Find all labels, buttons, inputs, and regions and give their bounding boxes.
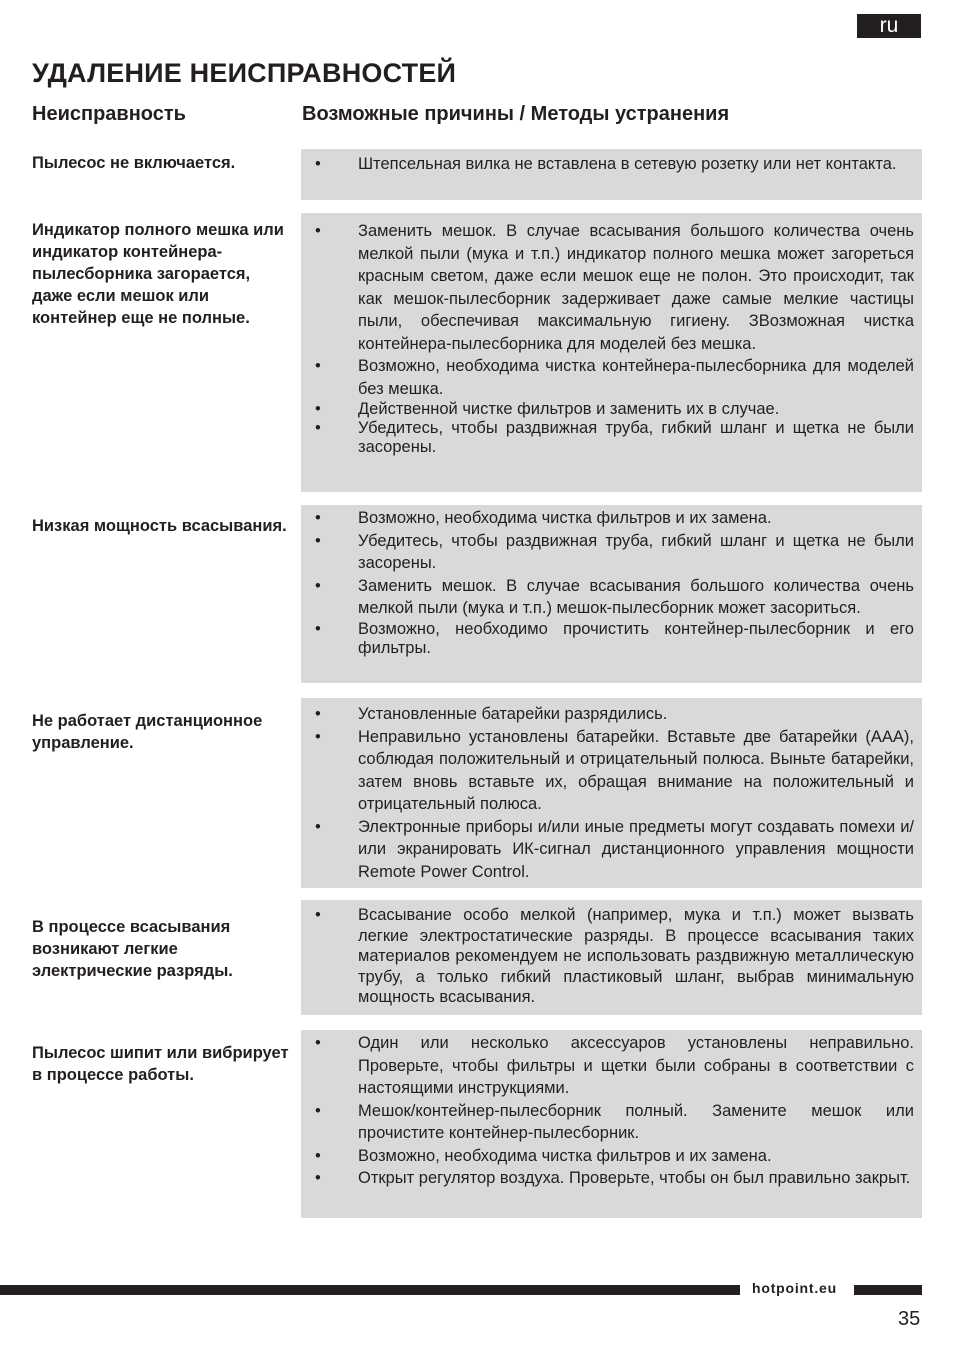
remedy-text: Заменить мешок. В случае всасывания большого количества очень мелкой пыли (мука и т.п.) индикатор полного мешка может загореться красным светом, даже если мешок еще не полон. Это происходит, так как мешок-пылесборник задерживает даже самые мелкие частицы пыли, обеспечивая максимальную гигиену. ЗВозможная чистка контейнера-пылесборника для моделей без мешка. bbox=[358, 222, 914, 353]
bullet-icon: • bbox=[315, 619, 321, 638]
fault-column-header: Неисправность bbox=[32, 103, 186, 125]
remedy-text: Возможно, необходима чистка фильтров и их замена. bbox=[358, 509, 772, 527]
fault-description: Пылесос шипит или вибрирует в процессе работы. bbox=[32, 1044, 289, 1084]
language-badge: ru bbox=[857, 14, 921, 38]
bullet-icon: • bbox=[315, 531, 321, 550]
remedy-box bbox=[301, 149, 922, 200]
bullet-icon: • bbox=[315, 509, 321, 527]
remedy-text: Открыт регулятор воздуха. Проверьте, чтобы он был правильно закрыт. bbox=[358, 1169, 911, 1187]
remedy-text: Неправильно установлены батарейки. Вставьте две батарейки (AAA), соблюдая положительный и отрицательный полюса. Выньте батарейки, затем вновь вставьте их, обращая внимание на положительный и отрицательный полюса. bbox=[358, 727, 914, 813]
remedy-item bbox=[301, 1100, 914, 1145]
remedy-text: Действенной чистке фильтров и заменить их в случае. bbox=[358, 400, 780, 418]
remedy-item bbox=[301, 507, 914, 530]
bullet-icon: • bbox=[315, 222, 321, 240]
remedy-text: Штепсельная вилка не вставлена в сетевую розетку или нет контакта. bbox=[358, 155, 897, 173]
fault-description: Низкая мощность всасывания. bbox=[32, 517, 287, 535]
page-title: УДАЛЕНИЕ НЕИСПРАВНОСТЕЙ bbox=[32, 58, 457, 88]
remedy-item bbox=[301, 355, 914, 400]
remedy-column-header: Возможные причины / Методы устранения bbox=[302, 103, 730, 125]
bullet-icon: • bbox=[315, 1034, 321, 1052]
remedy-text: Заменить мешок. В случае всасывания большого количества очень мелкой пыли (мука и т.п.) мешок-пылесборник может засориться. bbox=[358, 576, 914, 617]
remedy-item bbox=[301, 575, 914, 620]
bullet-icon: • bbox=[315, 400, 321, 418]
bullet-icon: • bbox=[315, 357, 321, 375]
remedy-box bbox=[301, 900, 922, 1015]
remedy-box bbox=[301, 213, 922, 492]
bullet-icon: • bbox=[315, 1146, 321, 1165]
remedy-item bbox=[301, 151, 914, 174]
bullet-icon: • bbox=[315, 817, 321, 836]
remedy-text: Всасывание особо мелкой (например, мука и т.п.) может вызвать легкие электростатические разряды. В процессе всасывания таких материалов рекомендуем не использовать раздвижную металлическую трубу, а только гибкий пластиковый шланг, выбрав минимальную мощность всасывания. bbox=[358, 906, 914, 1006]
remedy-item bbox=[301, 902, 914, 1008]
remedy-box bbox=[301, 1030, 922, 1218]
remedy-item bbox=[301, 1145, 914, 1168]
bullet-icon: • bbox=[315, 1169, 321, 1187]
remedy-text: Электронные приборы и/или иные предметы могут создавать помехи и/или экранировать ИК-сигнал дистанционного управления мощности Remote Power Control. bbox=[358, 817, 914, 881]
fault-description: Пылесос не включается. bbox=[32, 154, 236, 172]
remedy-text: Возможно, необходимо прочистить контейнер-пылесборник и его фильтры. bbox=[358, 619, 914, 657]
remedy-text: Убедитесь, чтобы раздвижная труба, гибкий шланг и щетка не были засорены. bbox=[358, 419, 914, 456]
remedy-item bbox=[301, 400, 914, 419]
bullet-icon: • bbox=[315, 727, 321, 746]
page-number: 35 bbox=[898, 1308, 921, 1330]
remedy-item bbox=[301, 1032, 914, 1100]
remedy-text: Убедитесь, чтобы раздвижная труба, гибкий шланг и щетка не были засорены. bbox=[358, 531, 914, 572]
remedy-item bbox=[301, 1167, 914, 1190]
remedy-item bbox=[301, 620, 914, 658]
brand-logo: hotpoint.eu bbox=[752, 1280, 838, 1296]
bullet-icon: • bbox=[315, 419, 321, 437]
bullet-icon: • bbox=[315, 705, 321, 723]
remedy-box bbox=[301, 698, 922, 888]
remedy-item bbox=[301, 215, 914, 355]
bullet-icon: • bbox=[315, 155, 321, 173]
remedy-item bbox=[301, 530, 914, 575]
remedy-text: Возможно, необходима чистка контейнера-пылесборника для моделей без мешка. bbox=[358, 357, 914, 398]
remedy-box bbox=[301, 505, 922, 683]
fault-description: Индикатор полного мешка или индикатор контейнера-пылесборника загорается, даже если мешок или контейнер еще не полные. bbox=[32, 221, 284, 327]
footer-rule-left bbox=[0, 1285, 740, 1295]
footer-rule-right bbox=[854, 1285, 922, 1295]
remedy-item bbox=[301, 419, 914, 457]
remedy-text: Один или несколько аксессуаров установлены неправильно. Проверьте, чтобы фильтры и щетки были собраны в соответствии с настоящими инструкциями. bbox=[358, 1034, 914, 1097]
bullet-icon: • bbox=[315, 906, 321, 924]
remedy-text: Возможно, необходима чистка фильтров и их замена. bbox=[358, 1146, 772, 1165]
fault-description: В процессе всасывания возникают легкие электрические разряды. bbox=[32, 918, 233, 980]
remedy-text: Мешок/контейнер-пылесборник полный. Замените мешок или прочистите контейнер-пылесборник. bbox=[358, 1101, 914, 1142]
remedy-text: Установленные батарейки разрядились. bbox=[358, 705, 668, 723]
bullet-icon: • bbox=[315, 1101, 321, 1120]
bullet-icon: • bbox=[315, 576, 321, 595]
remedy-item bbox=[301, 816, 914, 884]
fault-description: Не работает дистанционное управление. bbox=[32, 712, 263, 752]
remedy-item bbox=[301, 700, 914, 726]
remedy-item bbox=[301, 726, 914, 816]
